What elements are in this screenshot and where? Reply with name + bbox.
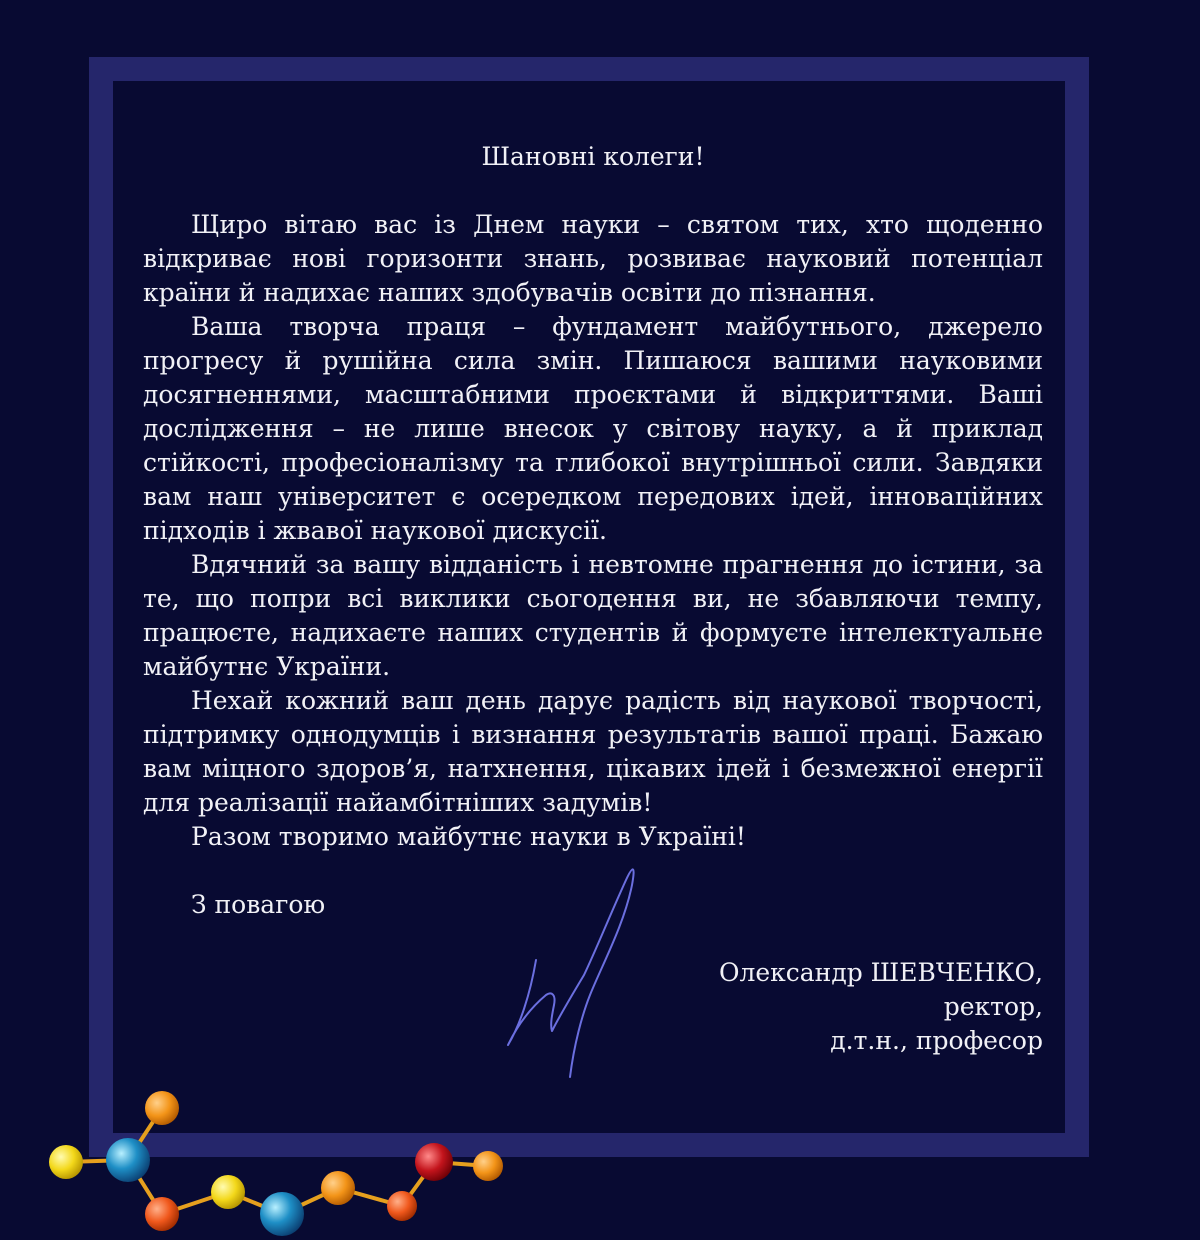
signatory-degree: д.т.н., професор	[830, 1026, 1043, 1055]
letter-salutation: Шановні колеги!	[481, 142, 705, 171]
letter-paragraph-5: Разом творимо майбутнє науки в Україні!	[191, 822, 746, 851]
letter-paragraph-1: Щиро вітаю вас із Днем науки – святом тих, хто щоденно відкриває нові горизонти знань, розвиває науковий потенціал країни й надихає наших здобувачів освіти до пізнання.	[143, 210, 1043, 307]
letter-closing: З повагою	[191, 890, 326, 919]
molecule-chain-icon	[0, 1080, 560, 1240]
signatory-position: ректор,	[943, 992, 1043, 1021]
letter-paragraph-2: Ваша творча праця – фундамент майбутнього, джерело прогресу й рушійна сила змін. Пишаюся вашими науковими досягненнями, масштабними проєктами й відкриттями. Ваші дослідження – не лише внесок у світову науку, а й приклад стійкості, професіоналізму та глибокої внутрішньої сили. Завдяки вам наш університет є осередком передових ідей, інноваційних підходів і жвавої наукової дискусії.	[143, 312, 1043, 545]
signatory-name: Олександр ШЕВЧЕНКО,	[718, 958, 1043, 987]
letter-paragraph-3: Вдячний за вашу відданість і невтомне прагнення до істини, за те, що попри всі виклики сьогодення ви, не збавляючи темпу, працюєте, надихаєте наших студентів й формуєте інтелектуальне майбутнє України.	[143, 550, 1043, 681]
letter-paragraph-4: Нехай кожний ваш день дарує радість від наукової творчості, підтримку однодумців і визнання результатів вашої праці. Бажаю вам міцного здоров’я, натхнення, цікавих ідей і безмежної енергії для реалізації найамбітніших задумів!	[143, 686, 1043, 817]
handwritten-signature-icon	[500, 845, 660, 1085]
